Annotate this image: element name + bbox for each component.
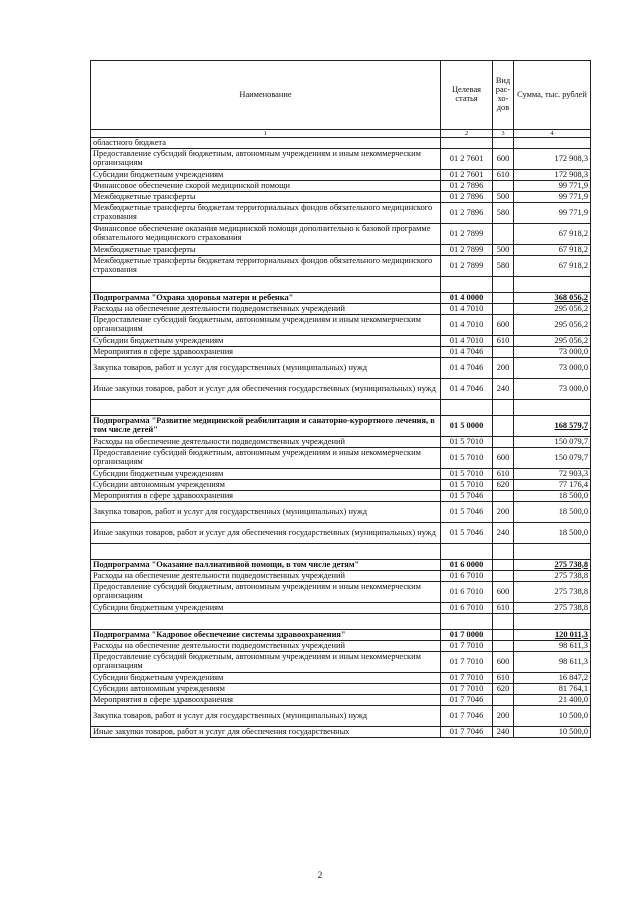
sum-cell: 275 738,8 (514, 603, 591, 614)
subprogram-row (91, 293, 591, 304)
page-number: 2 (317, 870, 323, 880)
type-cell: 240 (493, 523, 514, 544)
table-row (91, 582, 591, 603)
name-cell: Иные закупки товаров, работ и услуг для обеспечения государственных (муниципальных) нужд (91, 523, 441, 544)
header-type: Вид рас- хо- дов (493, 61, 514, 130)
type-cell: 200 (493, 706, 514, 727)
sum-cell: 98 611,3 (514, 641, 591, 652)
column-number-row (91, 130, 591, 138)
name-cell: Межбюджетные трансферты (91, 192, 441, 203)
table-row (91, 652, 591, 673)
empty-cell (441, 544, 493, 560)
table-row (91, 469, 591, 480)
name-cell: Предоставление субсидий бюджетным, автономным учреждениям и иным некоммерческим организациям (91, 448, 441, 469)
column-number: 3 (493, 130, 514, 138)
sum-cell: 99 771,9 (514, 203, 591, 224)
sum-cell: 275 738,8 (514, 571, 591, 582)
sum-cell: 81 764,1 (514, 684, 591, 695)
name-cell: Предоставление субсидий бюджетным, автономным учреждениям и иным некоммерческим организациям (91, 652, 441, 673)
table-row (91, 358, 591, 379)
empty-cell (514, 277, 591, 293)
name-cell: Подпрограмма "Охрана здоровья матери и ребенка" (91, 293, 441, 304)
name-cell: Субсидии бюджетным учреждениям (91, 673, 441, 684)
table-row (91, 315, 591, 336)
code-cell: 01 2 7601 (441, 149, 493, 170)
name-cell: Межбюджетные трансферты (91, 245, 441, 256)
name-cell: Закупка товаров, работ и услуг для государственных (муниципальных) нужд (91, 706, 441, 727)
empty-cell (493, 544, 514, 560)
code-cell: 01 2 7896 (441, 181, 493, 192)
type-cell: 610 (493, 673, 514, 684)
code-cell: 01 7 7046 (441, 727, 493, 738)
code-cell: 01 6 7010 (441, 603, 493, 614)
subprogram-row (91, 560, 591, 571)
table-row (91, 245, 591, 256)
table-row (91, 706, 591, 727)
type-cell: 610 (493, 170, 514, 181)
subprogram-row (91, 416, 591, 437)
header-name: Наименование (91, 61, 441, 130)
name-cell: Подпрограмма "Оказание паллиативной помощи, в том числе детям" (91, 560, 441, 571)
spacer-row (91, 400, 591, 416)
type-cell: 500 (493, 192, 514, 203)
type-cell: 610 (493, 469, 514, 480)
sum-cell: 98 611,3 (514, 652, 591, 673)
code-cell: 01 5 7010 (441, 469, 493, 480)
column-number: 2 (441, 130, 493, 138)
type-cell: 200 (493, 502, 514, 523)
code-cell: 01 2 7896 (441, 203, 493, 224)
type-cell: 580 (493, 256, 514, 277)
table-row (91, 684, 591, 695)
budget-table (90, 60, 591, 738)
code-cell: 01 5 7046 (441, 523, 493, 544)
name-cell: Субсидии бюджетным учреждениям (91, 336, 441, 347)
table-row (91, 224, 591, 245)
empty-cell (493, 614, 514, 630)
name-cell: Мероприятия в сфере здравоохранения (91, 347, 441, 358)
table-row (91, 727, 591, 738)
name-cell: Межбюджетные трансферты бюджетам территориальных фондов обязательного медицинского страхования (91, 256, 441, 277)
code-cell: 01 7 0000 (441, 630, 493, 641)
table-row (91, 491, 591, 502)
code-cell: 01 6 0000 (441, 560, 493, 571)
table-row (91, 480, 591, 491)
empty-cell (91, 544, 441, 560)
column-number: 4 (514, 130, 591, 138)
code-cell: 01 7 7010 (441, 652, 493, 673)
type-cell: 240 (493, 727, 514, 738)
type-cell: 600 (493, 448, 514, 469)
subprogram-row (91, 630, 591, 641)
sum-cell: 67 918,2 (514, 245, 591, 256)
type-cell: 600 (493, 582, 514, 603)
table-row (91, 437, 591, 448)
code-cell: 01 6 7010 (441, 582, 493, 603)
sum-cell: 368 056,2 (514, 293, 591, 304)
name-cell: Расходы на обеспечение деятельности подведомственных учреждений (91, 641, 441, 652)
name-cell: Закупка товаров, работ и услуг для государственных (муниципальных) нужд (91, 358, 441, 379)
name-cell: Предоставление субсидий бюджетным, автономным учреждениям и иным некоммерческим организациям (91, 149, 441, 170)
sum-cell: 168 579,7 (514, 416, 591, 437)
name-cell: Расходы на обеспечение деятельности подведомственных учреждений (91, 571, 441, 582)
table-row (91, 170, 591, 181)
name-cell: Иные закупки товаров, работ и услуг для обеспечения государственных (91, 727, 441, 738)
sum-cell: 99 771,9 (514, 192, 591, 203)
code-cell: 01 2 7601 (441, 170, 493, 181)
table-row (91, 304, 591, 315)
sum-cell: 275 738,8 (514, 560, 591, 571)
type-cell (493, 304, 514, 315)
table-row (91, 149, 591, 170)
empty-cell (91, 400, 441, 416)
table-row (91, 695, 591, 706)
name-cell: Субсидии автономным учреждениям (91, 684, 441, 695)
name-cell: Финансовое обеспечение скорой медицинской помощи (91, 181, 441, 192)
code-cell: 01 7 7010 (441, 684, 493, 695)
code-cell (441, 138, 493, 149)
table-row (91, 603, 591, 614)
code-cell: 01 5 7010 (441, 480, 493, 491)
type-cell: 620 (493, 684, 514, 695)
code-cell: 01 4 7046 (441, 347, 493, 358)
name-cell: Межбюджетные трансферты бюджетам территориальных фондов обязательного медицинского страхования (91, 203, 441, 224)
sum-cell: 150 079,7 (514, 448, 591, 469)
spacer-row (91, 614, 591, 630)
sum-cell: 10 500,0 (514, 706, 591, 727)
code-cell: 01 2 7899 (441, 224, 493, 245)
sum-cell: 21 400,0 (514, 695, 591, 706)
table-row (91, 203, 591, 224)
type-cell: 600 (493, 652, 514, 673)
name-cell: Расходы на обеспечение деятельности подведомственных учреждений (91, 437, 441, 448)
code-cell: 01 4 7046 (441, 379, 493, 400)
sum-cell: 172 908,3 (514, 149, 591, 170)
type-cell (493, 138, 514, 149)
code-cell: 01 5 7046 (441, 491, 493, 502)
type-cell (493, 560, 514, 571)
empty-cell (91, 614, 441, 630)
table-row (91, 448, 591, 469)
type-cell (493, 641, 514, 652)
type-cell (493, 181, 514, 192)
code-cell: 01 7 7010 (441, 673, 493, 684)
sum-cell: 73 000,0 (514, 358, 591, 379)
column-number: 1 (91, 130, 441, 138)
spacer-row (91, 544, 591, 560)
sum-cell: 67 918,2 (514, 256, 591, 277)
table-row (91, 641, 591, 652)
name-cell: областного бюджета (91, 138, 441, 149)
sum-cell: 18 500,0 (514, 523, 591, 544)
type-cell (493, 695, 514, 706)
sum-cell (514, 138, 591, 149)
header-row (91, 61, 591, 130)
empty-cell (514, 400, 591, 416)
sum-cell: 120 011,3 (514, 630, 591, 641)
type-cell: 240 (493, 379, 514, 400)
empty-cell (441, 400, 493, 416)
type-cell (493, 293, 514, 304)
empty-cell (441, 614, 493, 630)
code-cell: 01 4 7010 (441, 304, 493, 315)
code-cell: 01 4 7010 (441, 336, 493, 347)
code-cell: 01 2 7896 (441, 192, 493, 203)
table-row (91, 379, 591, 400)
header-sum: Сумма, тыс. рублей (514, 61, 591, 130)
sum-cell: 172 908,3 (514, 170, 591, 181)
sum-cell: 295 056,2 (514, 336, 591, 347)
type-cell: 200 (493, 358, 514, 379)
type-cell (493, 630, 514, 641)
type-cell: 500 (493, 245, 514, 256)
code-cell: 01 2 7899 (441, 256, 493, 277)
code-cell: 01 4 7010 (441, 315, 493, 336)
table-row (91, 571, 591, 582)
code-cell: 01 7 7010 (441, 641, 493, 652)
table-body (91, 138, 591, 738)
code-cell: 01 2 7899 (441, 245, 493, 256)
sum-cell: 295 056,2 (514, 315, 591, 336)
sum-cell: 77 176,4 (514, 480, 591, 491)
code-cell: 01 5 7046 (441, 502, 493, 523)
code-cell: 01 7 7046 (441, 706, 493, 727)
table-row (91, 347, 591, 358)
name-cell: Субсидии бюджетным учреждениям (91, 170, 441, 181)
header-code: Целевая статья (441, 61, 493, 130)
sum-cell: 275 738,8 (514, 582, 591, 603)
name-cell: Мероприятия в сфере здравоохранения (91, 491, 441, 502)
table-row (91, 673, 591, 684)
type-cell: 620 (493, 480, 514, 491)
name-cell: Расходы на обеспечение деятельности подведомственных учреждений (91, 304, 441, 315)
type-cell (493, 416, 514, 437)
empty-cell (493, 400, 514, 416)
sum-cell: 18 500,0 (514, 502, 591, 523)
sum-cell: 18 500,0 (514, 491, 591, 502)
empty-cell (441, 277, 493, 293)
name-cell: Субсидии бюджетным учреждениям (91, 469, 441, 480)
name-cell: Закупка товаров, работ и услуг для государственных (муниципальных) нужд (91, 502, 441, 523)
code-cell: 01 6 7010 (441, 571, 493, 582)
type-cell: 580 (493, 203, 514, 224)
sum-cell: 99 771,9 (514, 181, 591, 192)
code-cell: 01 5 7010 (441, 448, 493, 469)
code-cell: 01 7 7046 (441, 695, 493, 706)
type-cell: 600 (493, 149, 514, 170)
sum-cell: 150 079,7 (514, 437, 591, 448)
type-cell: 600 (493, 315, 514, 336)
table-row (91, 138, 591, 149)
code-cell: 01 5 7010 (441, 437, 493, 448)
name-cell: Финансовое обеспечение оказания медицинской помощи дополнительно к базовой программе обязательного медицинского страхования (91, 224, 441, 245)
sum-cell: 72 903,3 (514, 469, 591, 480)
name-cell: Подпрограмма "Развитие медицинской реабилитации и санаторно-курортного лечения, в том числе детей" (91, 416, 441, 437)
spacer-row (91, 277, 591, 293)
table-row (91, 192, 591, 203)
code-cell: 01 5 0000 (441, 416, 493, 437)
code-cell: 01 4 0000 (441, 293, 493, 304)
code-cell: 01 4 7046 (441, 358, 493, 379)
empty-cell (514, 544, 591, 560)
sum-cell: 73 000,0 (514, 347, 591, 358)
sum-cell: 295 056,2 (514, 304, 591, 315)
table-row (91, 181, 591, 192)
type-cell (493, 437, 514, 448)
sum-cell: 10 500,0 (514, 727, 591, 738)
empty-cell (493, 277, 514, 293)
sum-cell: 16 847,2 (514, 673, 591, 684)
table-row (91, 523, 591, 544)
type-cell (493, 491, 514, 502)
name-cell: Подпрограмма "Кадровое обеспечение системы здравоохранения" (91, 630, 441, 641)
empty-cell (514, 614, 591, 630)
empty-cell (91, 277, 441, 293)
name-cell: Мероприятия в сфере здравоохранения (91, 695, 441, 706)
table-row (91, 336, 591, 347)
table-row (91, 256, 591, 277)
sum-cell: 67 918,2 (514, 224, 591, 245)
name-cell: Субсидии автономным учреждениям (91, 480, 441, 491)
name-cell: Иные закупки товаров, работ и услуг для обеспечения государственных (муниципальных) нужд (91, 379, 441, 400)
table-row (91, 502, 591, 523)
type-cell (493, 347, 514, 358)
name-cell: Предоставление субсидий бюджетным, автономным учреждениям и иным некоммерческим организациям (91, 315, 441, 336)
type-cell (493, 224, 514, 245)
type-cell: 610 (493, 603, 514, 614)
name-cell: Предоставление субсидий бюджетным, автономным учреждениям и иным некоммерческим организациям (91, 582, 441, 603)
type-cell: 610 (493, 336, 514, 347)
name-cell: Субсидии бюджетным учреждениям (91, 603, 441, 614)
type-cell (493, 571, 514, 582)
sum-cell: 73 000,0 (514, 379, 591, 400)
